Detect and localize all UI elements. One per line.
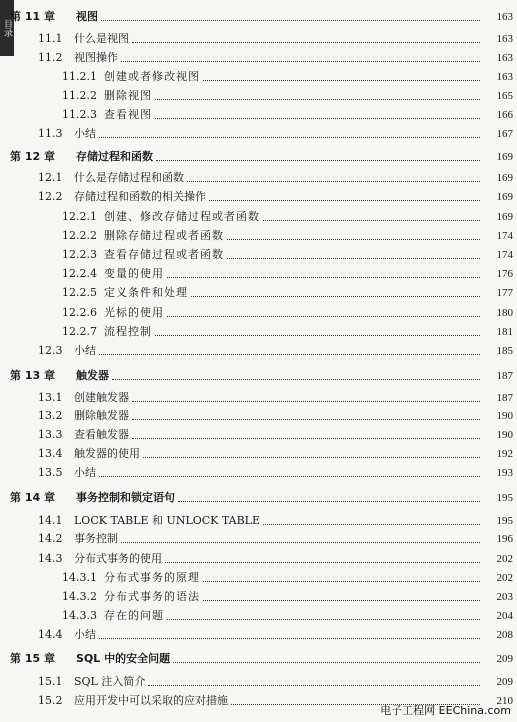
toc-section-row[interactable]: [0, 225, 517, 243]
section-title: 存储过程和函数的相关操作: [74, 190, 206, 203]
page-number: 196: [496, 533, 513, 545]
dot-leader: [263, 220, 480, 221]
section-title: 分布式事务的原理: [104, 571, 200, 584]
toc-section-row[interactable]: [0, 387, 517, 405]
section-number: 12.3: [38, 344, 63, 357]
page-number: 202: [496, 553, 513, 565]
dot-leader: [203, 581, 480, 582]
page-number: 209: [496, 676, 513, 688]
toc-section-row[interactable]: [0, 28, 517, 46]
section-number: 14.3.1: [62, 571, 97, 584]
toc-section-row[interactable]: [0, 123, 517, 141]
section-title: 存储过程和函数: [76, 150, 153, 163]
section-number: 第 12 章: [10, 150, 55, 163]
section-number: 11.2.1: [62, 70, 97, 83]
section-number: 第 15 章: [10, 652, 55, 665]
dot-leader: [132, 419, 480, 420]
dot-leader: [191, 296, 480, 297]
section-number: 14.4: [38, 628, 63, 641]
section-number: 14.3: [38, 552, 63, 565]
page-number: 163: [496, 33, 513, 45]
section-number: 11.3: [38, 127, 63, 140]
section-number: 14.3.3: [62, 609, 97, 622]
toc-section-row[interactable]: [0, 282, 517, 300]
toc-section-row[interactable]: [0, 528, 517, 546]
section-title: 光标的使用: [104, 306, 164, 319]
page-number: 185: [496, 345, 513, 357]
section-title: 变量的使用: [104, 267, 164, 280]
toc-section-row[interactable]: [0, 424, 517, 442]
page-number: 203: [496, 591, 513, 603]
section-title: 触发器的使用: [74, 447, 140, 460]
section-title: 什么是存储过程和函数: [74, 171, 184, 184]
section-number: 11.2.3: [62, 108, 97, 121]
section-title: 流程控制: [104, 325, 152, 338]
page-number: 163: [496, 11, 513, 23]
section-number: 12.2.4: [62, 267, 97, 280]
page-number: 208: [496, 629, 513, 641]
toc-section-row[interactable]: [0, 605, 517, 623]
section-number: 12.2.2: [62, 229, 97, 242]
section-number: 第 11 章: [10, 10, 55, 23]
dot-leader: [263, 524, 480, 525]
section-number: 13.4: [38, 447, 63, 460]
section-number: 14.3.2: [62, 590, 97, 603]
toc-section-row[interactable]: [0, 510, 517, 528]
page-number: 192: [496, 448, 513, 460]
page-number: 167: [496, 128, 513, 140]
page-number: 166: [496, 109, 513, 121]
section-title: 小结: [74, 466, 96, 479]
toc-section-row[interactable]: [0, 340, 517, 358]
section-number: 13.3: [38, 428, 63, 441]
dot-leader: [227, 239, 480, 240]
section-title: 查看视图: [104, 108, 152, 121]
section-title: LOCK TABLE 和 UNLOCK TABLE: [74, 514, 260, 527]
page-number: 187: [496, 370, 513, 382]
section-title: 小结: [74, 127, 96, 140]
section-title: 删除存储过程或者函数: [104, 229, 224, 242]
toc-section-row[interactable]: [0, 624, 517, 642]
toc-section-row[interactable]: [0, 244, 517, 262]
toc-section-row[interactable]: [0, 66, 517, 84]
toc-section-row[interactable]: [0, 671, 517, 689]
section-title: 视图: [76, 10, 98, 23]
toc-chapter-row[interactable]: [0, 648, 517, 666]
page-number: 169: [496, 191, 513, 203]
watermark: 电子工程网 EEChina.com: [380, 704, 511, 717]
dot-leader: [155, 335, 480, 336]
page-number: 180: [496, 307, 513, 319]
dot-leader: [121, 61, 480, 62]
section-number: 11.1: [38, 32, 63, 45]
section-title: 创建触发器: [74, 391, 129, 404]
page-number: 169: [496, 151, 513, 163]
page-number: 187: [496, 392, 513, 404]
dot-leader: [132, 42, 480, 43]
page-number: 209: [496, 653, 513, 665]
section-number: 13.1: [38, 391, 63, 404]
toc-section-row[interactable]: [0, 85, 517, 103]
section-number: 15.2: [38, 694, 63, 707]
section-number: 14.2: [38, 532, 63, 545]
dot-leader: [209, 200, 480, 201]
section-title: 查看存储过程或者函数: [104, 248, 224, 261]
section-title: 事务控制和锁定语句: [76, 491, 175, 504]
dot-leader: [203, 600, 480, 601]
page-number: 174: [496, 230, 513, 242]
toc-section-row[interactable]: [0, 586, 517, 604]
page-number: 195: [496, 492, 513, 504]
toc-section-row[interactable]: [0, 443, 517, 461]
page-number: 202: [496, 572, 513, 584]
toc-section-row[interactable]: [0, 186, 517, 204]
page-number: 210: [496, 695, 513, 707]
toc-chapter-row[interactable]: [0, 146, 517, 164]
page-number: 177: [496, 287, 513, 299]
toc-chapter-row[interactable]: [0, 6, 517, 24]
dot-leader: [121, 542, 480, 543]
page-number: 190: [496, 429, 513, 441]
section-title: SQL 中的安全问题: [76, 652, 171, 665]
dot-leader: [101, 20, 480, 21]
section-number: 13.5: [38, 466, 63, 479]
dot-leader: [99, 638, 480, 639]
dot-leader: [167, 316, 480, 317]
section-title: 删除视图: [104, 89, 152, 102]
section-number: 12.2.7: [62, 325, 97, 338]
dot-leader: [173, 662, 480, 663]
toc-section-row[interactable]: [0, 47, 517, 65]
section-title: 存在的问题: [104, 609, 164, 622]
dot-leader: [99, 354, 480, 355]
dot-leader: [167, 277, 480, 278]
page-number: 176: [496, 268, 513, 280]
toc-section-row[interactable]: [0, 263, 517, 281]
section-title: 什么是视图: [74, 32, 129, 45]
section-title: 定义条件和处理: [104, 286, 188, 299]
page-number: 163: [496, 52, 513, 64]
toc-section-row[interactable]: [0, 321, 517, 339]
dot-leader: [143, 457, 480, 458]
toc-section-row[interactable]: [0, 567, 517, 585]
page-number: 174: [496, 249, 513, 261]
dot-leader: [112, 379, 480, 380]
dot-leader: [155, 99, 480, 100]
page-number: 163: [496, 71, 513, 83]
section-number: 15.1: [38, 675, 63, 688]
section-number: 12.1: [38, 171, 63, 184]
section-title: 分布式事务的语法: [104, 590, 200, 603]
dot-leader: [227, 258, 480, 259]
section-number: 12.2.3: [62, 248, 97, 261]
dot-leader: [167, 619, 480, 620]
section-title: SQL 注入简介: [74, 675, 146, 688]
dot-leader: [132, 401, 480, 402]
section-number: 14.1: [38, 514, 63, 527]
page-number: 195: [496, 515, 513, 527]
section-number: 11.2.2: [62, 89, 97, 102]
dot-leader: [178, 501, 480, 502]
section-number: 第 14 章: [10, 491, 55, 504]
dot-leader: [148, 685, 480, 686]
dot-leader: [165, 562, 480, 563]
section-title: 应用开发中可以采取的应对措施: [74, 694, 228, 707]
toc-section-row[interactable]: [0, 206, 517, 224]
dot-leader: [187, 181, 480, 182]
toc-section-row[interactable]: [0, 302, 517, 320]
dot-leader: [132, 438, 480, 439]
page-number: 165: [496, 90, 513, 102]
toc-section-row[interactable]: [0, 548, 517, 566]
section-title: 查看触发器: [74, 428, 129, 441]
dot-leader: [203, 80, 480, 81]
section-number: 12.2.5: [62, 286, 97, 299]
section-title: 删除触发器: [74, 409, 129, 422]
page-number: 190: [496, 410, 513, 422]
section-number: 12.2: [38, 190, 63, 203]
page-number: 193: [496, 467, 513, 479]
section-title: 视图操作: [74, 51, 118, 64]
toc-chapter-row[interactable]: [0, 487, 517, 505]
section-title: 小结: [74, 344, 96, 357]
page-number: 204: [496, 610, 513, 622]
page-number: 169: [496, 211, 513, 223]
section-number: 12.2.6: [62, 306, 97, 319]
side-tab: 目录: [0, 0, 14, 56]
section-title: 分布式事务的使用: [74, 552, 162, 565]
section-number: 12.2.1: [62, 210, 97, 223]
page-number: 181: [496, 326, 513, 338]
toc-section-row[interactable]: [0, 405, 517, 423]
dot-leader: [155, 118, 480, 119]
section-number: 11.2: [38, 51, 63, 64]
section-title: 创建或者修改视图: [104, 70, 200, 83]
dot-leader: [99, 137, 480, 138]
toc-section-row[interactable]: [0, 104, 517, 122]
toc-chapter-row[interactable]: [0, 365, 517, 383]
section-title: 触发器: [76, 369, 109, 382]
dot-leader: [156, 160, 480, 161]
section-title: 小结: [74, 628, 96, 641]
toc-section-row[interactable]: [0, 167, 517, 185]
section-number: 第 13 章: [10, 369, 55, 382]
section-title: 事务控制: [74, 532, 118, 545]
section-number: 13.2: [38, 409, 63, 422]
dot-leader: [99, 476, 480, 477]
toc-section-row[interactable]: [0, 462, 517, 480]
page-number: 169: [496, 172, 513, 184]
section-title: 创建、修改存储过程或者函数: [104, 210, 260, 223]
